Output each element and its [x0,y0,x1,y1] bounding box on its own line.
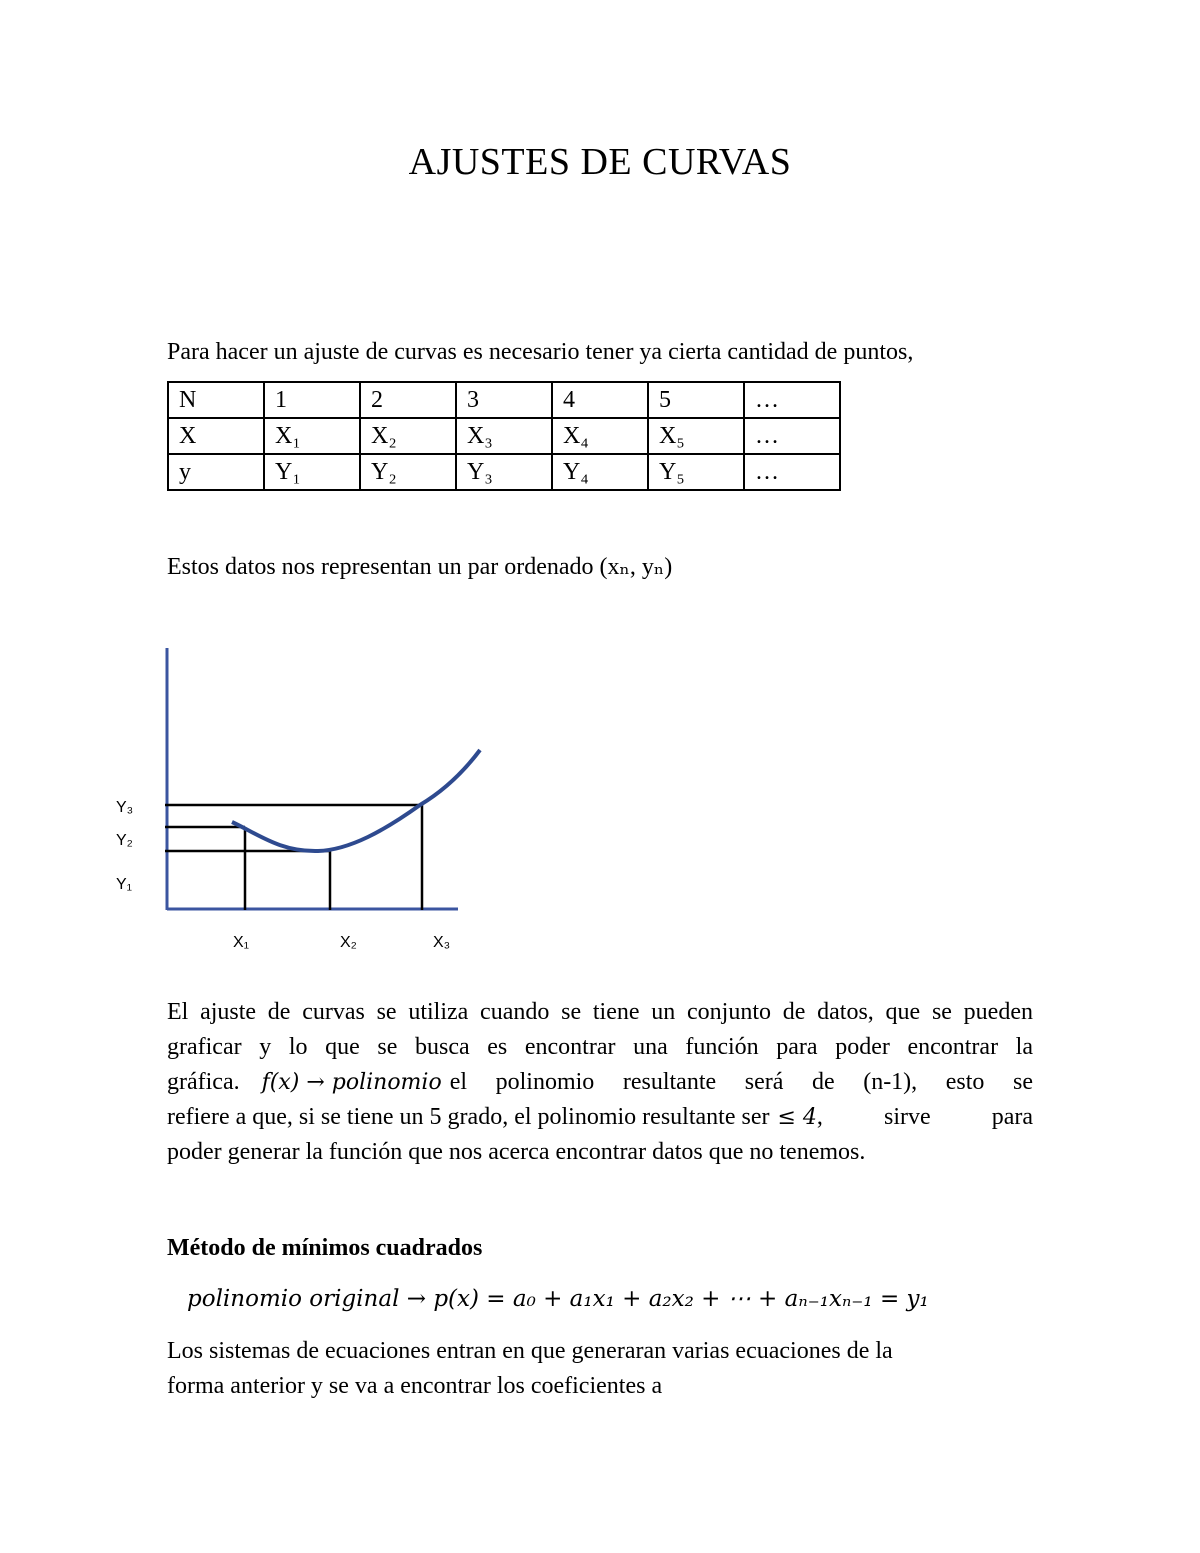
paragraph-line: graficar y lo que se busca es encontrar una función para poder encontrar la [167,1034,1033,1060]
text-span: refiere a que, si se tiene un 5 grado, el polinomio resultante ser [167,1104,770,1130]
table-cell: Y₃ [456,454,552,490]
x1-label: X₁ [233,934,250,951]
paragraph-line [167,1100,1033,1135]
paragraph-line: poder generar la función que nos acerca encontrar datos que no tenemos. [167,1139,866,1165]
page-title: AJUSTES DE CURVAS [408,141,792,183]
ordered-pair-text: Estos datos nos representan un par ordenado (xₙ, yₙ) [167,554,673,580]
math-expression: f(x) → polinomio [261,1070,442,1095]
table-cell: 2 [360,382,456,418]
table-cell: X₁ [264,418,360,454]
intro-text: Para hacer un ajuste de curvas es necesario tener ya cierta cantidad de puntos, [167,339,914,365]
fitted-curve [232,750,480,851]
table-cell: X [168,418,264,454]
y1-label: Y₁ [116,876,133,893]
table-cell: 4 [552,382,648,418]
polynomial-equation: polinomio original → p(x) = a₀ + a₁x₁ + a₂x₂ + ⋯ + aₙ₋₁xₙ₋₁ = y₁ [187,1286,929,1312]
math-expression: ≤ 4 [777,1105,817,1130]
y3-label: Y₃ [116,799,134,816]
table-cell: Y₂ [360,454,456,490]
x2-label: X₂ [340,934,357,951]
table-cell: X₂ [360,418,456,454]
table-cell: … [744,418,840,454]
table-cell: X₄ [552,418,648,454]
table-cell: X₃ [456,418,552,454]
paragraph-systems [167,1334,1033,1404]
text-span: , sirve para [816,1104,1033,1130]
table-cell: … [744,454,840,490]
paragraph-line [167,1065,1033,1100]
section-heading: Método de mínimos cuadrados [167,1235,483,1261]
table-cell: 5 [648,382,744,418]
table-cell: N [168,382,264,418]
paragraph-line: El ajuste de curvas se utiliza cuando se tiene un conjunto de datos, que se pueden [167,999,1033,1025]
table-cell: 3 [456,382,552,418]
table-cell: X₅ [648,418,744,454]
table-cell: … [744,382,840,418]
table-cell: y [168,454,264,490]
y2-label: Y₂ [116,832,133,849]
table-cell: Y₄ [552,454,648,490]
paragraph-line: forma anterior y se va a encontrar los coeficientes a [167,1373,663,1399]
x3-label: X₃ [433,934,451,951]
table-cell: 1 [264,382,360,418]
text-span: gráfica. [167,1069,240,1095]
text-span: el polinomio resultante será de (n-1), esto se [449,1069,1033,1095]
paragraph-curve-fitting [167,995,1033,1170]
table-cell: Y₁ [264,454,360,490]
table-cell: Y₅ [648,454,744,490]
paragraph-line: Los sistemas de ecuaciones entran en que generaran varias ecuaciones de la [167,1338,893,1364]
